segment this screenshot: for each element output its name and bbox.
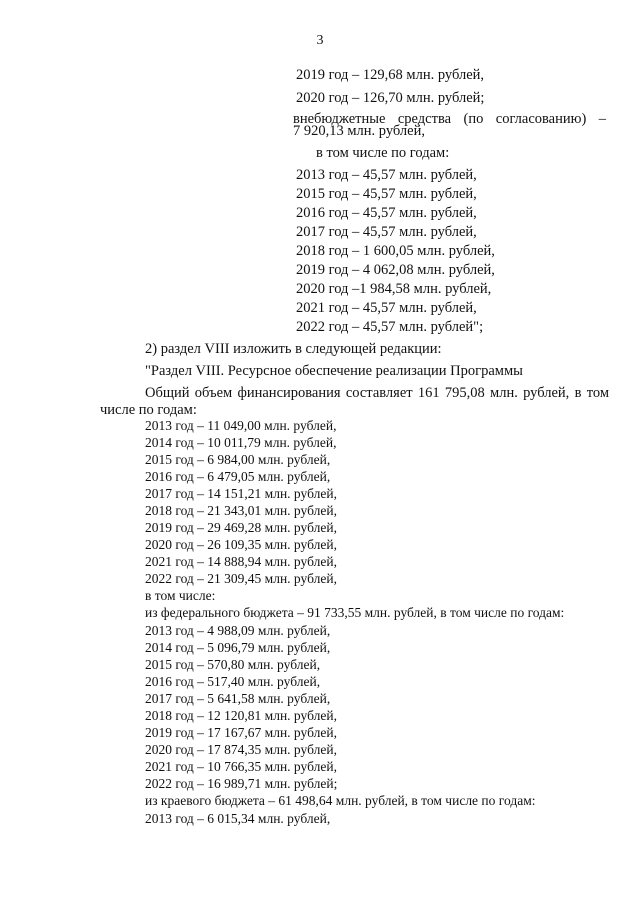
total-funding-line1: Общий объем финансирования составляет 161 795,08 млн. рублей, в том <box>145 385 609 401</box>
total-year-line: 2022 год – 21 309,45 млн. рублей, <box>145 571 337 586</box>
federal-year-line: 2017 год – 5 641,58 млн. рублей, <box>145 691 331 706</box>
total-year-line: 2013 год – 11 049,00 млн. рублей, <box>145 418 337 433</box>
federal-year-line: 2021 год – 10 766,35 млн. рублей, <box>145 759 337 774</box>
federal-year-line: 2014 год – 5 096,79 млн. рублей, <box>145 640 331 655</box>
extrabudget-year-line: 2022 год – 45,57 млн. рублей"; <box>296 319 484 335</box>
federal-year-line: 2018 год – 12 120,81 млн. рублей, <box>145 708 337 723</box>
total-year-line: 2017 год – 14 151,21 млн. рублей, <box>145 486 337 501</box>
page-number: 3 <box>316 33 324 48</box>
total-year-line: 2019 год – 29 469,28 млн. рублей, <box>145 520 337 535</box>
including-label: в том числе: <box>145 588 216 603</box>
extrabudget-year-line: 2013 год – 45,57 млн. рублей, <box>296 167 477 183</box>
regional-year-line: 2013 год – 6 015,34 млн. рублей, <box>145 811 331 826</box>
total-year-line: 2014 год – 10 011,79 млн. рублей, <box>145 435 337 450</box>
federal-year-line: 2013 год – 4 988,09 млн. рублей, <box>145 623 331 638</box>
extrabudget-year-line: 2018 год – 1 600,05 млн. рублей, <box>296 243 495 259</box>
year-line: 2020 год – 126,70 млн. рублей; <box>296 90 485 106</box>
total-year-line: 2018 год – 21 343,01 млн. рублей, <box>145 503 337 518</box>
extrabudget-year-line: 2021 год – 45,57 млн. рублей, <box>296 300 477 316</box>
federal-year-line: 2022 год – 16 989,71 млн. рублей; <box>145 776 338 791</box>
federal-year-line: 2015 год – 570,80 млн. рублей, <box>145 657 321 672</box>
extrabudget-year-line: 2015 год – 45,57 млн. рублей, <box>296 186 477 202</box>
regional-budget-line: из краевого бюджета – 61 498,64 млн. рублей, в том числе по годам: <box>145 793 536 808</box>
total-year-line: 2020 год – 26 109,35 млн. рублей, <box>145 537 337 552</box>
total-year-line: 2021 год – 14 888,94 млн. рублей, <box>145 554 337 569</box>
extrabudget-heading-line2: 7 920,13 млн. рублей, <box>293 123 425 139</box>
extrabudget-year-line: 2016 год – 45,57 млн. рублей, <box>296 205 477 221</box>
federal-year-line: 2016 год – 517,40 млн. рублей, <box>145 674 321 689</box>
by-years-label: в том числе по годам: <box>316 145 450 161</box>
total-funding-line2: числе по годам: <box>100 402 197 418</box>
federal-year-line: 2020 год – 17 874,35 млн. рублей, <box>145 742 337 757</box>
year-line: 2019 год – 129,68 млн. рублей, <box>296 67 485 83</box>
item-2-heading: 2) раздел VIII изложить в следующей редакции: <box>145 341 442 357</box>
section-title: "Раздел VIII. Ресурсное обеспечение реализации Программы <box>145 363 523 379</box>
extrabudget-year-line: 2017 год – 45,57 млн. рублей, <box>296 224 477 240</box>
total-year-line: 2016 год – 6 479,05 млн. рублей, <box>145 469 331 484</box>
federal-budget-line: из федерального бюджета – 91 733,55 млн. рублей, в том числе по годам: <box>145 605 565 620</box>
extrabudget-heading-line1: внебюджетные средства (по согласованию) – <box>293 111 606 127</box>
extrabudget-year-line: 2020 год –1 984,58 млн. рублей, <box>296 281 492 297</box>
federal-year-line: 2019 год – 17 167,67 млн. рублей, <box>145 725 337 740</box>
total-year-line: 2015 год – 6 984,00 млн. рублей, <box>145 452 331 467</box>
extrabudget-year-line: 2019 год – 4 062,08 млн. рублей, <box>296 262 495 278</box>
